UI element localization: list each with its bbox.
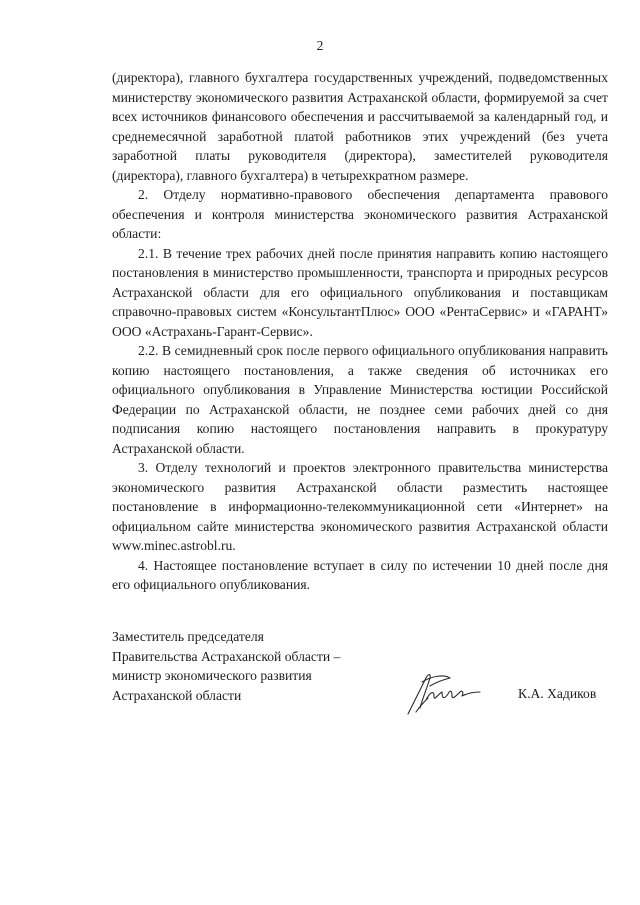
paragraph-item-3: 3. Отделу технологий и проектов электронного правительства министерства экономического развития Астраханской области разместить настоящее постановление в информационно-телекоммуникационной сети «Интернет» на официальном сайте министерства экономического развития Астраханской области www.minec.astrobl.ru.	[112, 460, 608, 553]
paragraph-item-2-1: 2.1. В течение трех рабочих дней после принятия направить копию настоящего постановления в министерство промышленности, транспорта и природных ресурсов Астраханской области для его официального опубликования и поставщикам справочно-правовых систем «КонсультантПлюс» ООО «РентаСервис» и «ГАРАНТ» ООО «Астрахань-Гарант-Сервис».	[112, 245, 608, 339]
document-body	[112, 68, 608, 595]
paragraph-item-2-2: 2.2. В семидневный срок после первого официального опубликования направить копию настоящего постановления, а также сведения об источниках его официального опубликования в Управление Министерства юстиции Российской Федерации по Астраханской области, не позднее семи рабочих дней со дня подписания копию настоящего постановления направить в прокуратуру Астраханской области.	[112, 343, 608, 456]
signatory-name: К.А. Хадиков	[518, 686, 597, 701]
signatory-title	[112, 627, 340, 705]
paragraph-item-2: 2. Отделу нормативно-правового обеспечения департамента правового обеспечения и контроля министерства экономического развития Астраханской области:	[112, 187, 608, 241]
page-number: 2	[316, 38, 324, 53]
signatory-title-line: Заместитель председателя	[112, 629, 264, 644]
signatory-title-line: министр экономического развития	[112, 668, 312, 683]
handwritten-signature	[400, 668, 500, 718]
paragraph-continuation: (директора), главного бухгалтера государственных учреждений, подведомственных министерству экономического развития Астраханской области, формируемой за счет всех источников финансового обеспечения и рассчитываемой за календарный год, и среднемесячной заработной платой работников этих учреждений (без учета заработной платы руководителя (директора), заместителей руководителя (директора), главного бухгалтера) в четырехкратном размере.	[112, 70, 608, 183]
signatory-title-line: Правительства Астраханской области –	[112, 648, 341, 664]
paragraph-item-4: 4. Настоящее постановление вступает в силу по истечении 10 дней после дня его официального опубликования.	[112, 557, 608, 592]
signatory-title-line: Астраханской области	[112, 687, 242, 703]
